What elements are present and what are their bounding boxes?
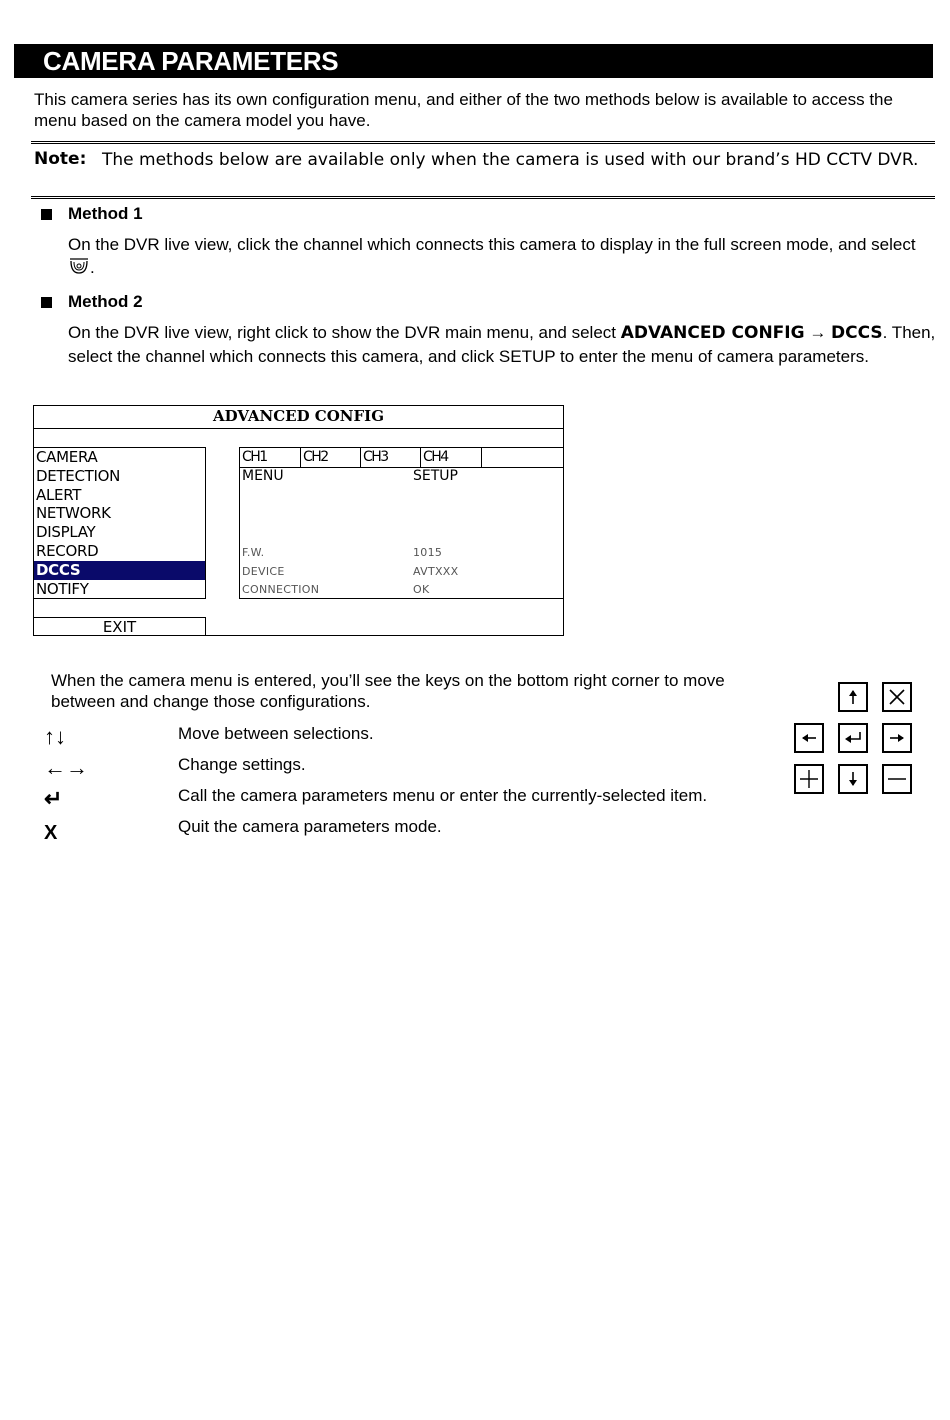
arrow-glyph: → — [809, 323, 827, 342]
method-1-text-before: On the DVR live view, click the channel which connects this camera to display in the full screen mode, and select — [68, 235, 916, 254]
method-2-text-1: On the DVR live view, right click to show the DVR main menu, and select — [68, 323, 617, 342]
menu-item-detection[interactable]: DETECTION — [36, 466, 121, 485]
right-arrow-icon — [888, 730, 906, 746]
up-down-arrows-icon: ↑↓ — [44, 724, 66, 749]
dccs-label: DCCS — [831, 323, 883, 343]
config-screen-title: ADVANCED CONFIG — [213, 407, 384, 425]
menu-item-dccs[interactable]: DCCS — [34, 561, 205, 580]
enter-key[interactable] — [838, 723, 868, 753]
quit-x-icon: X — [44, 822, 58, 844]
bullet-method-1 — [41, 209, 52, 220]
menu-item-camera[interactable]: CAMERA — [36, 448, 98, 466]
down-arrow-icon — [845, 770, 861, 788]
menu-item-display[interactable]: DISPLAY — [36, 523, 96, 542]
close-icon — [888, 688, 906, 706]
keys-intro: When the camera menu is entered, you’ll see the keys on the bottom right corner to move between and change those configurations. — [51, 671, 725, 711]
menu-item-record[interactable]: RECORD — [36, 541, 99, 560]
up-arrow-icon — [845, 688, 861, 706]
key-desc-move: Move between selections. — [178, 724, 374, 743]
menu-item-notify[interactable]: NOTIFY — [36, 579, 89, 598]
note-text: The methods below are available only when the camera is used with our brand’s HD CCTV DVR. — [102, 150, 919, 170]
tab-ch1[interactable]: CH1 — [242, 449, 267, 465]
method-2-text-2: . Then, select the channel which connects this camera, and click SETUP to enter the menu of camera parameters. — [68, 323, 936, 366]
right-key[interactable] — [882, 723, 912, 753]
method-1-text-after: . — [90, 258, 95, 277]
advanced-config-screen — [33, 405, 564, 636]
up-key[interactable] — [838, 682, 868, 712]
advanced-config-label: ADVANCED CONFIG — [620, 323, 805, 343]
menu-item-alert[interactable]: ALERT — [36, 485, 82, 504]
minus-icon — [887, 769, 907, 789]
left-key[interactable] — [794, 723, 824, 753]
channel-tabs — [240, 448, 564, 468]
key-desc-enter: Call the camera parameters menu or enter the currently-selected item. — [178, 786, 708, 805]
device-value: AVTXXX — [413, 565, 459, 578]
setup-button[interactable]: SETUP — [413, 468, 458, 484]
key-desc-quit: Quit the camera parameters mode. — [178, 817, 442, 836]
left-right-arrows-icon: ←→ — [44, 755, 88, 780]
plus-key[interactable] — [794, 764, 824, 794]
menu-label: MENU — [242, 468, 284, 484]
left-arrow-icon — [800, 730, 818, 746]
menu-item-network[interactable]: NETWORK — [36, 504, 111, 523]
close-key[interactable] — [882, 682, 912, 712]
dccs-panel — [239, 447, 564, 599]
key-desc-change: Change settings. — [178, 755, 306, 774]
page-title: CAMERA PARAMETERS — [43, 46, 339, 76]
fw-label: F.W. — [242, 546, 265, 559]
tab-ch3[interactable]: CH3 — [363, 449, 388, 465]
device-label: DEVICE — [242, 565, 285, 578]
exit-button[interactable]: EXIT — [34, 617, 206, 636]
minus-key[interactable] — [882, 764, 912, 794]
tab-ch4[interactable]: CH4 — [423, 449, 448, 465]
intro-paragraph: This camera series has its own configuration menu, and either of the two methods below is available to access the menu based on the camera model you have. — [34, 90, 893, 130]
note-box — [31, 141, 935, 199]
tab-ch2[interactable]: CH2 — [303, 449, 328, 465]
tab-divider — [481, 448, 482, 467]
note-label: Note: — [34, 149, 87, 169]
connection-label: CONNECTION — [242, 583, 320, 596]
method-1-title: Method 1 — [68, 204, 143, 223]
method-2-text — [68, 321, 938, 368]
plus-icon — [799, 769, 819, 789]
method-1-text — [68, 233, 938, 279]
fw-value: 1015 — [413, 546, 443, 559]
method-2-title: Method 2 — [68, 292, 143, 311]
config-menu-list — [34, 447, 206, 599]
dome-camera-icon — [68, 256, 90, 276]
connection-value: OK — [413, 583, 430, 596]
down-key[interactable] — [838, 764, 868, 794]
enter-arrow-icon — [843, 730, 863, 746]
title-divider — [34, 428, 563, 429]
bullet-method-2 — [41, 297, 52, 308]
title-bar — [14, 44, 933, 78]
enter-icon: ↵ — [44, 786, 63, 811]
